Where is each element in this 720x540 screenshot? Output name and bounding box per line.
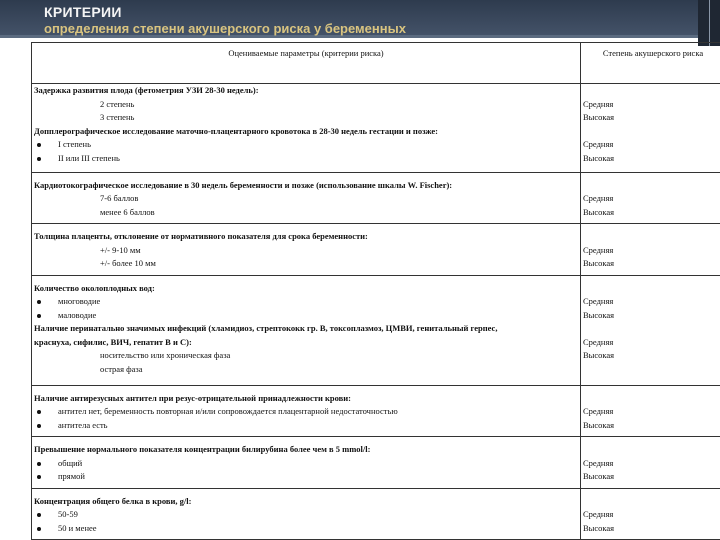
criteria-option: +/- более 10 мм <box>100 258 156 269</box>
bullet-item <box>34 405 578 419</box>
corner-decoration <box>698 0 720 46</box>
bullet-text: прямой <box>58 471 85 482</box>
bullet-item <box>34 508 578 522</box>
table-row <box>32 275 720 385</box>
risk-level: Высокая <box>583 258 615 269</box>
risk-level <box>583 125 720 139</box>
bullet-item <box>34 522 578 536</box>
risk-level: Высокая <box>583 350 615 361</box>
risk-level <box>583 322 720 336</box>
criteria-cell <box>32 488 581 540</box>
risk-level: Высокая <box>583 419 615 430</box>
risk-cell <box>581 84 720 173</box>
risk-level: Средняя <box>583 244 614 255</box>
table-row <box>32 385 720 436</box>
risk-level <box>583 179 720 193</box>
risk-level <box>583 363 720 377</box>
table-row <box>32 172 720 223</box>
page-subtitle: определения степени акушерского риска у беременных <box>44 21 406 36</box>
criteria-option: менее 6 баллов <box>100 206 155 217</box>
criteria-cell <box>32 275 581 385</box>
table-row <box>32 84 720 173</box>
bullet-item <box>34 457 578 471</box>
criteria-cell <box>32 385 581 436</box>
risk-cell <box>581 437 720 488</box>
column-header-risk-label: Степень акушерского риска <box>602 48 704 58</box>
bullet-icon <box>37 513 41 517</box>
risk-level <box>583 84 720 98</box>
criteria-option: острая фаза <box>100 363 143 374</box>
bullet-icon <box>37 143 41 147</box>
risk-level: Средняя <box>583 336 614 347</box>
bullet-icon <box>37 157 41 161</box>
table-row <box>32 488 720 540</box>
bullet-text: общий <box>58 457 83 468</box>
criteria-option: 2 степень <box>100 98 135 109</box>
risk-level <box>583 495 720 509</box>
bullet-icon <box>37 527 41 531</box>
criteria-cell <box>32 172 581 223</box>
risk-level <box>583 230 720 244</box>
risk-level: Средняя <box>583 509 614 519</box>
criteria-heading: Толщина плаценты, отклонение от нормативного показателя для срока беременности: <box>34 231 368 242</box>
criteria-heading: Количество околоплодных вод: <box>34 282 155 293</box>
criteria-option: +/- 9-10 мм <box>100 244 141 255</box>
risk-level: Средняя <box>583 296 614 307</box>
bullet-icon <box>37 410 41 414</box>
risk-cell <box>581 172 720 223</box>
risk-level: Средняя <box>583 98 614 109</box>
criteria-heading: Наличие перинатально значимых инфекций (хламидиоз, стрептококк гр. В, токсоплазмоз, ЦМВИ, генитальный герпес, <box>34 323 498 334</box>
criteria-heading: Кардиотокографическое исследование в 30 недель беременности и позже (использование шкалы W. Fischer): <box>34 179 453 190</box>
bullet-icon <box>37 300 41 304</box>
criteria-cell <box>32 437 581 488</box>
table-header-row <box>32 43 720 84</box>
risk-criteria-table <box>31 42 720 540</box>
bullet-text: II или III степень <box>58 152 120 163</box>
criteria-cell <box>32 224 581 275</box>
risk-level: Высокая <box>583 522 615 533</box>
criteria-heading: Задержка развития плода (фетометрия УЗИ 28-30 недель): <box>34 85 259 95</box>
risk-cell <box>581 488 720 540</box>
criteria-option: 3 степень <box>100 112 135 122</box>
table-row <box>32 437 720 488</box>
bullet-item <box>34 419 578 433</box>
risk-level: Высокая <box>583 112 615 122</box>
corner-line <box>709 0 710 46</box>
table-row <box>32 224 720 275</box>
bullet-icon <box>37 462 41 466</box>
column-header-risk <box>581 43 720 84</box>
criteria-heading: Наличие антирезусных антител при резус-отрицательной принадлежности крови: <box>34 392 351 403</box>
criteria-heading: краснуха, сифилис, ВИЧ, гепатит В и С): <box>34 336 192 347</box>
risk-level: Высокая <box>583 206 615 217</box>
bullet-icon <box>37 475 41 479</box>
criteria-heading: Превышение нормального показателя концентрации билирубина более чем в 5 mmol/l: <box>34 444 371 455</box>
criteria-heading: Допплерографическое исследование маточно-плацентарного кровотока в 28-30 недель гестации и позже: <box>34 125 438 136</box>
risk-cell <box>581 275 720 385</box>
bullet-item <box>34 152 578 166</box>
bullet-text: многоводие <box>58 296 101 307</box>
criteria-option: 7-6 баллов <box>100 193 139 204</box>
risk-level <box>583 443 720 457</box>
bullet-text: 50 и менее <box>58 522 97 533</box>
column-header-parameters: Оцениваемые параметры (критерии риска) <box>32 43 581 84</box>
bullet-item <box>34 138 578 152</box>
risk-level: Средняя <box>583 139 614 149</box>
risk-level <box>583 282 720 296</box>
risk-level: Высокая <box>583 471 615 482</box>
risk-level: Средняя <box>583 457 614 468</box>
risk-level: Средняя <box>583 406 614 417</box>
risk-cell <box>581 224 720 275</box>
bullet-text: антитела есть <box>58 419 108 430</box>
criteria-heading: Концентрация общего белка в крови, g/l: <box>34 495 192 506</box>
bullet-text: маловодие <box>58 309 97 320</box>
bullet-icon <box>37 314 41 318</box>
criteria-option: носительство или хроническая фаза <box>100 350 231 361</box>
bullet-text: 50-59 <box>58 509 78 519</box>
page-title: КРИТЕРИИ <box>44 4 122 20</box>
risk-level <box>583 392 720 406</box>
bullet-item <box>34 309 578 323</box>
bullet-item <box>34 470 578 484</box>
criteria-cell <box>32 84 581 173</box>
risk-level: Высокая <box>583 309 615 320</box>
bullet-text: антител нет, беременность повторная и/или сопровождается плацентарной недостаточностью <box>58 406 398 417</box>
bullet-text: I степень <box>58 139 91 149</box>
bullet-item <box>34 295 578 309</box>
risk-level: Высокая <box>583 152 615 163</box>
bullet-icon <box>37 424 41 428</box>
risk-level: Средняя <box>583 193 614 204</box>
risk-cell <box>581 385 720 436</box>
